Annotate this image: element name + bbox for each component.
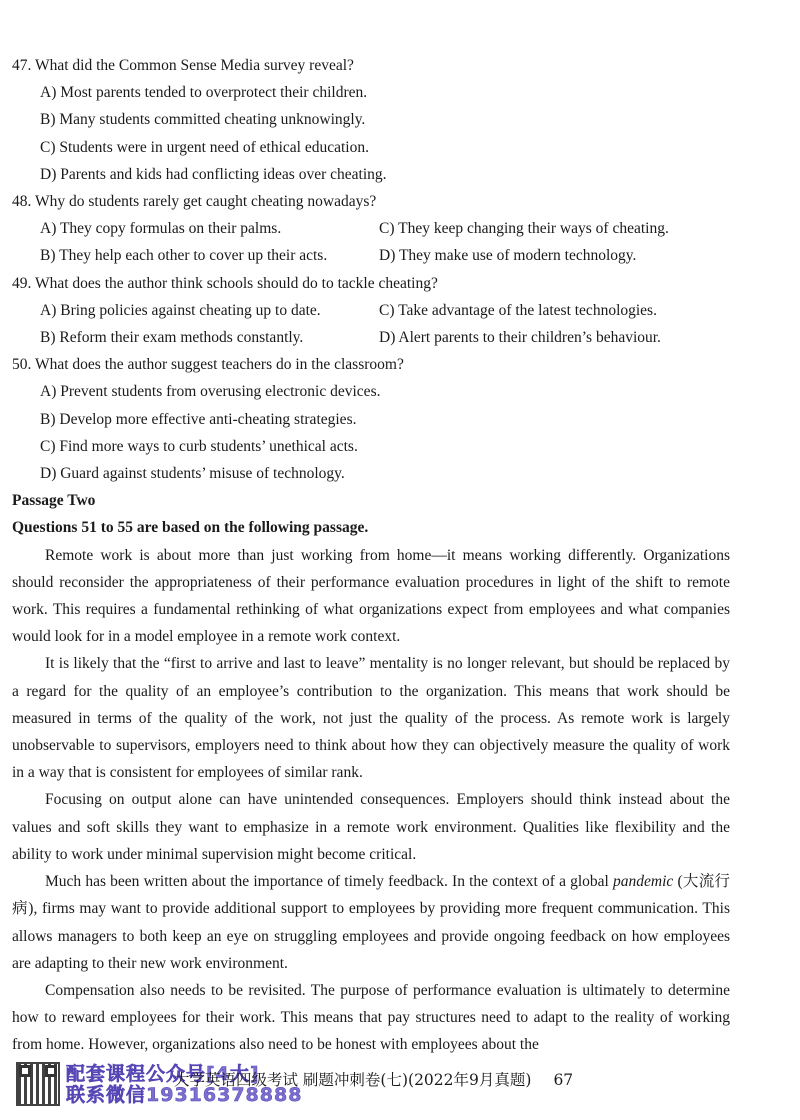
page-footer — [16, 1062, 736, 1112]
question-49-options-row-2 — [40, 324, 732, 351]
question-48-option-c: C) They keep changing their ways of cheating. — [379, 220, 669, 238]
passage-paragraph-2: It is likely that the “first to arrive and last to leave” mentality is no longer relevant, but should be replaced by a regard for the quality of an employee’s contribution to the organization. This means that work should be measured in terms of the quality of the work, not just the quality of the process. As remote work is largely unobservable to supervisors, employers need to think about how they can objectively measure the quality of work in a way that is consistent for employees of similar rank. — [12, 655, 730, 782]
question-47-option-b: B) Many students committed cheating unknowingly. — [40, 111, 366, 129]
paragraph-4-text-end: (大流行病), firms may want to provide additional support to employees by providing more frequent communication. This allows managers to both keep an eye on struggling employees and provide ongoing feedback on how employees are adapting to their new work environment. — [12, 873, 730, 972]
footer-title — [174, 1068, 573, 1090]
promo-line-1: 配套课程公众号[4大] — [66, 1063, 260, 1085]
question-48-option-a: A) They copy formulas on their palms. — [40, 220, 282, 238]
question-48-option-d: D) They make use of modern technology. — [379, 247, 637, 265]
question-47-option-a: A) Most parents tended to overprotect their children. — [40, 84, 368, 102]
paragraph-4-italic-term: pandemic — [613, 873, 674, 891]
promo-line-2: 联系微信19316378888 — [66, 1084, 303, 1106]
question-49-options-row-1 — [40, 297, 732, 324]
passage-title: Passage Two — [12, 492, 96, 510]
question-49-option-c: C) Take advantage of the latest technologies. — [379, 301, 657, 319]
question-48-options-row-2 — [40, 242, 732, 269]
question-47-option-c: C) Students were in urgent need of ethical education. — [40, 138, 369, 156]
question-50-option-a: A) Prevent students from overusing electronic devices. — [40, 383, 381, 401]
question-48-option-b: B) They help each other to cover up their acts. — [40, 247, 328, 265]
passage-paragraph-5: Compensation also needs to be revisited. The purpose of performance evaluation is ultimately to determine how to reward employees for their work. This means that pay structures need to adapt to the reality of working from home. However, organizations also need to be honest with employees about the — [12, 981, 730, 1054]
paragraph-4-text-start: Much has been written about the importance of timely feedback. In the context of a global — [45, 873, 614, 891]
question-50-stem: 50. What does the author suggest teachers do in the classroom? — [12, 356, 404, 374]
question-48-options-row-1 — [40, 215, 732, 242]
question-49-option-a: A) Bring policies against cheating up to date. — [40, 301, 321, 319]
question-50-option-d: D) Guard against students’ misuse of technology. — [40, 465, 345, 483]
passage-instruction: Questions 51 to 55 are based on the following passage. — [12, 519, 369, 537]
question-47-option-d: D) Parents and kids had conflicting ideas over cheating. — [40, 165, 387, 183]
question-49-option-b: B) Reform their exam methods constantly. — [40, 329, 304, 347]
question-49-stem: 49. What does the author think schools should do to tackle cheating? — [12, 274, 438, 292]
book-title: 大学英语四级考试 刷题冲刺卷(七)(2022年9月真题) — [174, 1071, 532, 1089]
exam-page — [12, 52, 732, 1059]
question-49-option-d: D) Alert parents to their children’s behaviour. — [379, 329, 661, 347]
passage-paragraph-1: Remote work is about more than just working from home—it means working differently. Organizations should reconsider the appropriateness of their performance evaluation procedures in light of the shift to remote work. This requires a fundamental rethinking of what organizations expect from employees and what companies would look for in a model employee in a remote work context. — [12, 546, 730, 646]
question-50-option-b: B) Develop more effective anti-cheating strategies. — [40, 410, 357, 428]
question-50-option-c: C) Find more ways to curb students’ unethical acts. — [40, 437, 358, 455]
passage-paragraph-3: Focusing on output alone can have unintended consequences. Employers should think instead about the values and soft skills they want to emphasize in a remote work environment. Qualities like flexibility and the ability to work under minimal supervision might become critical. — [12, 791, 730, 863]
passage-paragraph-4 — [12, 868, 730, 977]
question-47-stem: 47. What did the Common Sense Media survey reveal? — [12, 57, 354, 74]
page-number: 67 — [553, 1071, 574, 1089]
question-48-stem: 48. Why do students rarely get caught cheating nowadays? — [12, 193, 377, 211]
qr-code-icon — [16, 1062, 60, 1106]
